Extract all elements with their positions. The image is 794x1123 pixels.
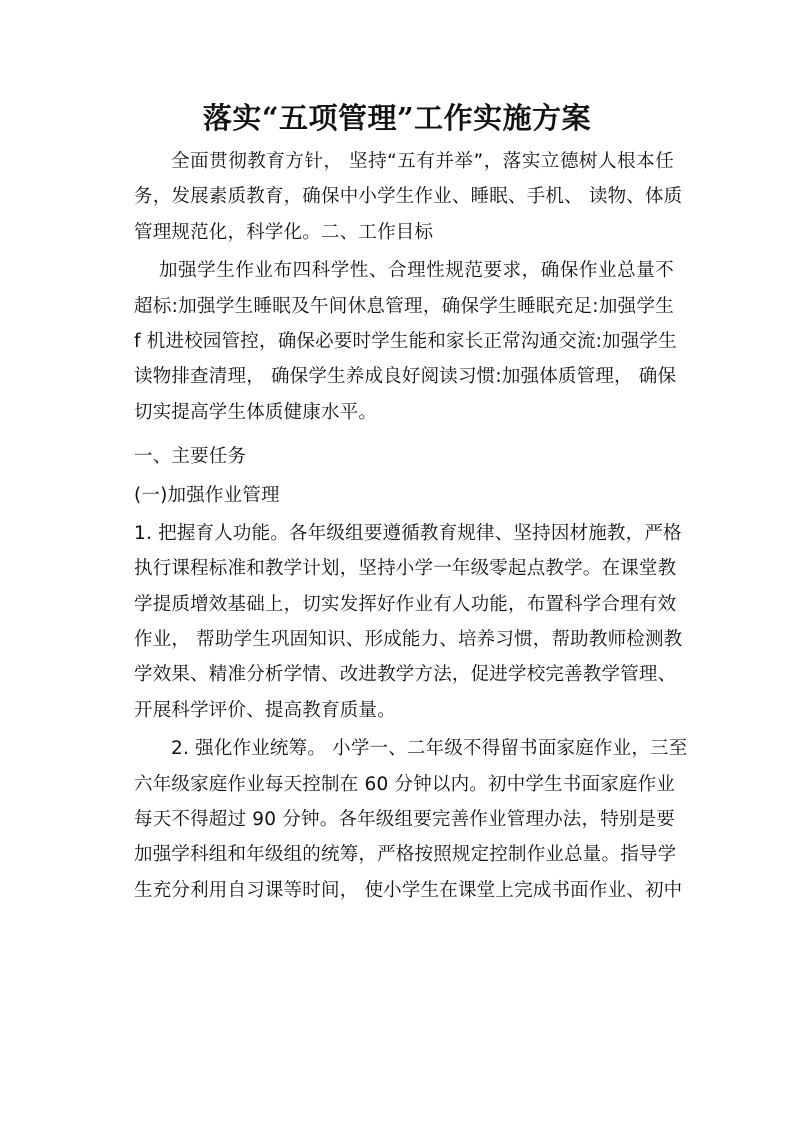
paragraph-line: 生充分利用自习课等时间， 使小学生在课堂上完成书面作业、初中 bbox=[134, 879, 683, 901]
paragraph-line: 超标:加强学生睡眠及午间休息管理，确保学生睡眠充足:加强学生 bbox=[134, 295, 674, 317]
paragraph-line: 全面贯彻教育方针， 坚持“五有并举”，落实立德树人根本任 bbox=[171, 151, 674, 172]
paragraph-line: 每天不得超过 90 分钟。各年级组要完善作业管理办法，特别是要 bbox=[134, 809, 676, 831]
document-body bbox=[134, 144, 688, 908]
section-heading: 一、主要任务 bbox=[134, 446, 247, 468]
paragraph-line: 执行课程标准和教学计划，坚持小学一年级零起点教学。在课堂教 bbox=[134, 558, 677, 580]
paragraph-line: 六年级家庭作业每天控制在 60 分钟以内。初中学生书面家庭作业 bbox=[134, 773, 676, 795]
paragraph-line: 加强学生作业布四科学性、合理性规范要求，确保作业总量不 bbox=[159, 260, 674, 282]
paragraph-line: 开展科学评价、提高教育质量。 bbox=[134, 699, 396, 721]
paragraph-line: 切实提高学生体质健康水平。 bbox=[134, 401, 378, 423]
subsection-heading: (一)加强作业管理 bbox=[134, 484, 280, 506]
paragraph-line: 管理规范化，科学化。二、工作目标 bbox=[134, 221, 434, 243]
paragraph-line: f 机进校园管控，确保必要时学生能和家长正常沟通交流:加强学生 bbox=[134, 330, 677, 352]
paragraph-line: 作业， 帮助学生巩固知识、形成能力、培养习惯，帮助教师检测教 bbox=[134, 629, 683, 651]
paragraph-line: 加强学科组和年级组的统筹，严格按照规定控制作业总量。指导学 bbox=[134, 844, 677, 866]
paragraph-line: 1. 把握育人功能。各年级组要遵循教育规律、坚持因材施教，严格 bbox=[134, 522, 682, 544]
paragraph-line: 学效果、精准分析学情、改进教学方法，促进学校完善教学管理、 bbox=[134, 664, 677, 686]
paragraph-line: 学提质增效基础上，切实发挥好作业有人功能，布置科学合理有效 bbox=[134, 593, 677, 615]
paragraph-line: 务，发展素质教育，确保中小学生作业、睡眠、手机、 读物、体质 bbox=[134, 186, 683, 208]
paragraph-line: 读物排查清理， 确保学生养成良好阅读习惯:加强体质管理， 确保 bbox=[134, 366, 677, 388]
paragraph-line: 2. 强化作业统筹。 小学一、二年级不得留书面家庭作业，三至 bbox=[171, 738, 688, 760]
document-title: 落实“五项管理”工作实施方案 bbox=[202, 101, 592, 135]
